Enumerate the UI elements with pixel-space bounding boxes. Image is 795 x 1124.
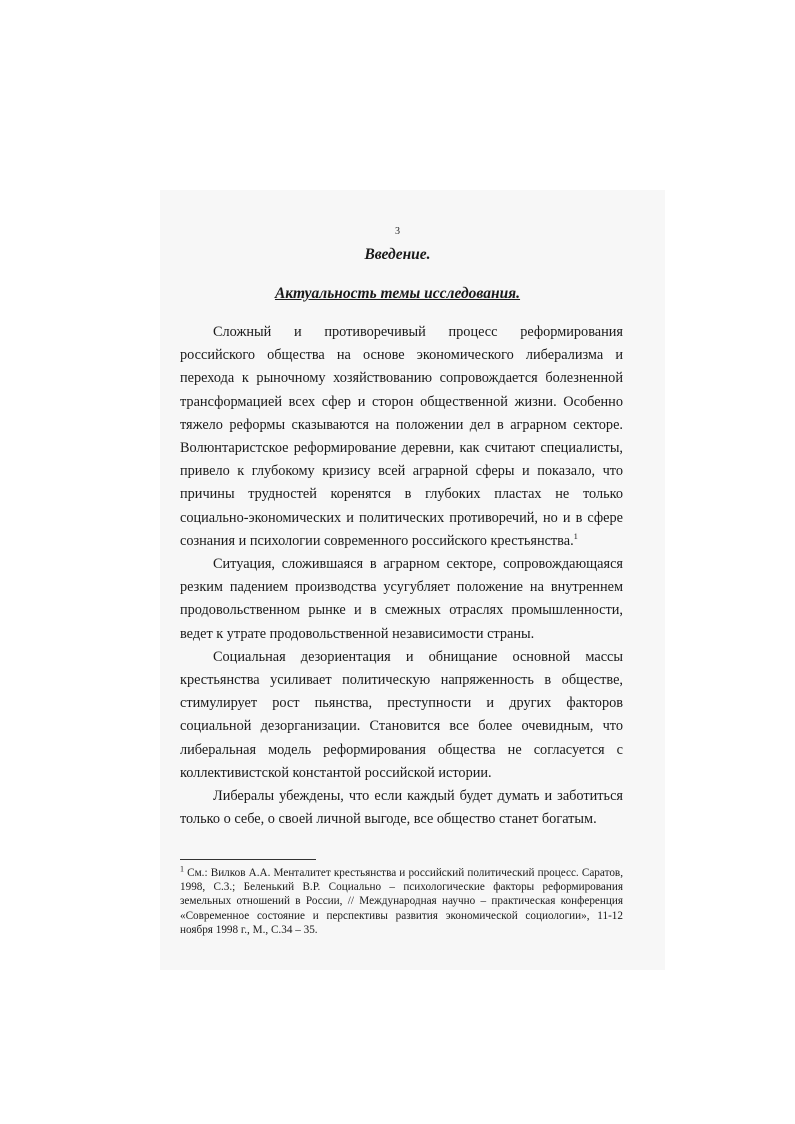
page-number: 3: [395, 226, 400, 237]
section-subtitle: Актуальность темы исследования.: [274, 285, 521, 302]
paragraph: [180, 321, 623, 553]
page-title: Введение.: [364, 246, 431, 263]
footnote-divider: [180, 859, 316, 860]
paragraph: Либералы убеждены, что если каждый будет думать и заботиться только о себе, о своей личной выгоде, все общество станет богатым.: [180, 788, 623, 828]
footnote: [180, 866, 623, 937]
footnote-reference[interactable]: 1: [573, 531, 578, 542]
paragraph-text: Сложный и противоречивый процесс реформирования российского общества на основе экономического либерализма и перехода к рыночному хозяйствованию сопровождается болезненной трансформацией всех сфер и сторон общественной жизни. Особенно тяжело реформы сказываются на положении дел в аграрном секторе. Волюнтаристское реформирование деревни, как считают специалисты, привело к глубокому кризису всей аграрной сферы и показало, что причины трудностей коренятся в глубоких пластах не только социально-экономических и политических противоречий, но и в сфере сознания и психологии современного российского крестьянства.: [180, 324, 623, 549]
paragraph: Ситуация, сложившаяся в аграрном секторе, сопровождающаяся резким падением производства усугубляет положение на внутреннем продовольственном рынке и в смежных отраслях промышленности, ведет к утрате продовольственной независимости страны.: [180, 556, 623, 642]
body-text: [180, 321, 623, 831]
footnote-text: См.: Вилков А.А. Менталитет крестьянства и российский политический процесс. Саратов, 1998, С.3.; Беленький В.Р. Социально – психологические факторы реформирования земельных отношений в России, // Международная научно – практическая конференция «Современное состояние и перспективы развития экономической социологии», 11-12 ноября 1998 г., М., С.34 – 35.: [180, 867, 623, 936]
footnote-mark: 1: [180, 864, 184, 874]
paragraph: Социальная дезориентация и обнищание основной массы крестьянства усиливает политическую напряженность в обществе, стимулирует рост пьянства, преступности и других факторов социальной дезорганизации. Становится все более очевидным, что либеральная модель реформирования общества не согласуется с коллективистской константой российской истории.: [180, 648, 623, 781]
